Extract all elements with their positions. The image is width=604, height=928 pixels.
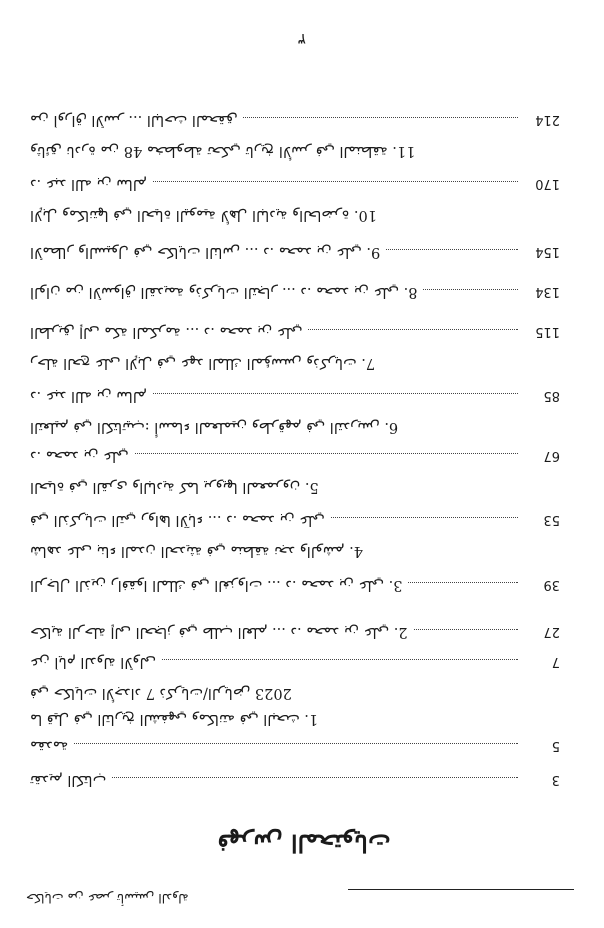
entry-page: 214	[535, 112, 560, 127]
page-number: ٣	[297, 30, 307, 48]
entry-page: 115	[535, 324, 560, 339]
entry-title: 3. الرجال الذين رافقوا الملك في الغزوات ... د. محمد بن علي	[30, 577, 403, 593]
entry-title: 8. ألوان من الأسواق القديمة وذكريات التجار ... د. محمد بن علي	[30, 284, 418, 300]
entry-title-cont: د. عبد الله بن سالم	[30, 388, 147, 404]
leader-dots	[135, 453, 518, 454]
entry-page: 3	[551, 772, 560, 787]
entry-title: 11. وثائق نادرة من 48 مخطوطة تحكي تاريخ الأسر في المنطقة	[30, 143, 416, 159]
toc-entry	[30, 738, 560, 764]
toc-entry	[30, 112, 560, 164]
leader-dots	[423, 289, 518, 290]
entry-title-cont: عن أيام الدولة الأولى	[30, 654, 157, 670]
entry-title-cont: في حكايات الأجداد 7 ذكريات/الرياض 2023	[30, 685, 292, 701]
toc-entry	[30, 624, 560, 650]
entry-title: 2. حكاية الرحلة إلى الحجاز في طلب العلم ... د. محمد بن علي	[30, 624, 408, 640]
entry-title-cont: في الذكريات التي رواها الآباء ... د. محمد بن علي	[30, 512, 325, 528]
toc-entry	[30, 772, 560, 798]
entry-page: 170	[535, 176, 560, 191]
toc-entry	[30, 176, 560, 228]
toc-entry	[30, 654, 560, 732]
entry-title: 1. ما قيل في التاريخ الشفهي ومكانته في البحث	[30, 711, 319, 727]
entry-title: 9. الأمطار والسيول في حكايات الناس ... د. محمد بن علي	[30, 244, 381, 260]
entry-page: 154	[535, 244, 560, 259]
entry-title-cont: د. محمد بن علي	[30, 448, 129, 464]
toc-entry	[30, 577, 560, 603]
toc-entry	[30, 324, 560, 376]
toc-entry	[30, 388, 560, 440]
toc-title: فهرس المحتويات	[217, 829, 391, 858]
entry-title: 5. الحياة في القرى والبادية كما يرويها المعمرون	[30, 479, 319, 495]
leader-dots	[74, 743, 518, 744]
toc-entry	[30, 512, 560, 564]
running-header: حكايات من عصر تأسيس الدولة	[26, 891, 189, 906]
leader-dots	[308, 329, 518, 330]
entry-title-cont: من أوراق الأسر ... الباحث المحقق	[30, 112, 238, 128]
leader-dots	[408, 582, 518, 583]
leader-dots	[386, 249, 518, 250]
leader-dots	[244, 117, 519, 118]
entry-title: 6. التعليم في الكتاتيب: أسماء المعلمين وطرقهم في التدريس	[30, 419, 399, 435]
entry-page: 7	[551, 654, 560, 669]
leader-dots	[331, 517, 518, 518]
entry-page: 39	[543, 577, 560, 592]
entry-page: 85	[543, 388, 560, 403]
entry-title: 4. شاهد على بناء المدن الحديثة في منطقة نجد والوشم	[30, 543, 363, 559]
entry-title-cont: د. عبد الله بن سالم	[30, 176, 147, 192]
leader-dots	[162, 659, 518, 660]
entry-page: 27	[543, 624, 560, 639]
entry-page: 134	[535, 284, 560, 299]
leader-dots	[153, 181, 518, 182]
leader-dots	[414, 629, 518, 630]
entry-page: 67	[543, 448, 560, 463]
leader-dots	[112, 777, 518, 778]
entry-title-cont: الطريق إلى مكة المكرمة ... د. محمد بن علي	[30, 324, 303, 340]
entry-title: 10. الإبل ومكانتها في الحياة اليومية لأهل البادية والحاضرة	[30, 207, 377, 223]
leader-dots	[153, 393, 518, 394]
entry-title: 7. رحلة الحج على الإبل في عهد الملك المؤسس وذكريات	[30, 355, 376, 371]
toc-entry	[30, 244, 560, 270]
entry-page: 53	[543, 512, 560, 527]
entry-title: تقديم الكتاب	[30, 772, 107, 788]
entry-title: مقدمة	[30, 738, 69, 754]
entry-page: 5	[551, 738, 560, 753]
toc-entry	[30, 284, 560, 310]
toc-entry	[30, 448, 560, 500]
header-rule	[348, 889, 574, 890]
